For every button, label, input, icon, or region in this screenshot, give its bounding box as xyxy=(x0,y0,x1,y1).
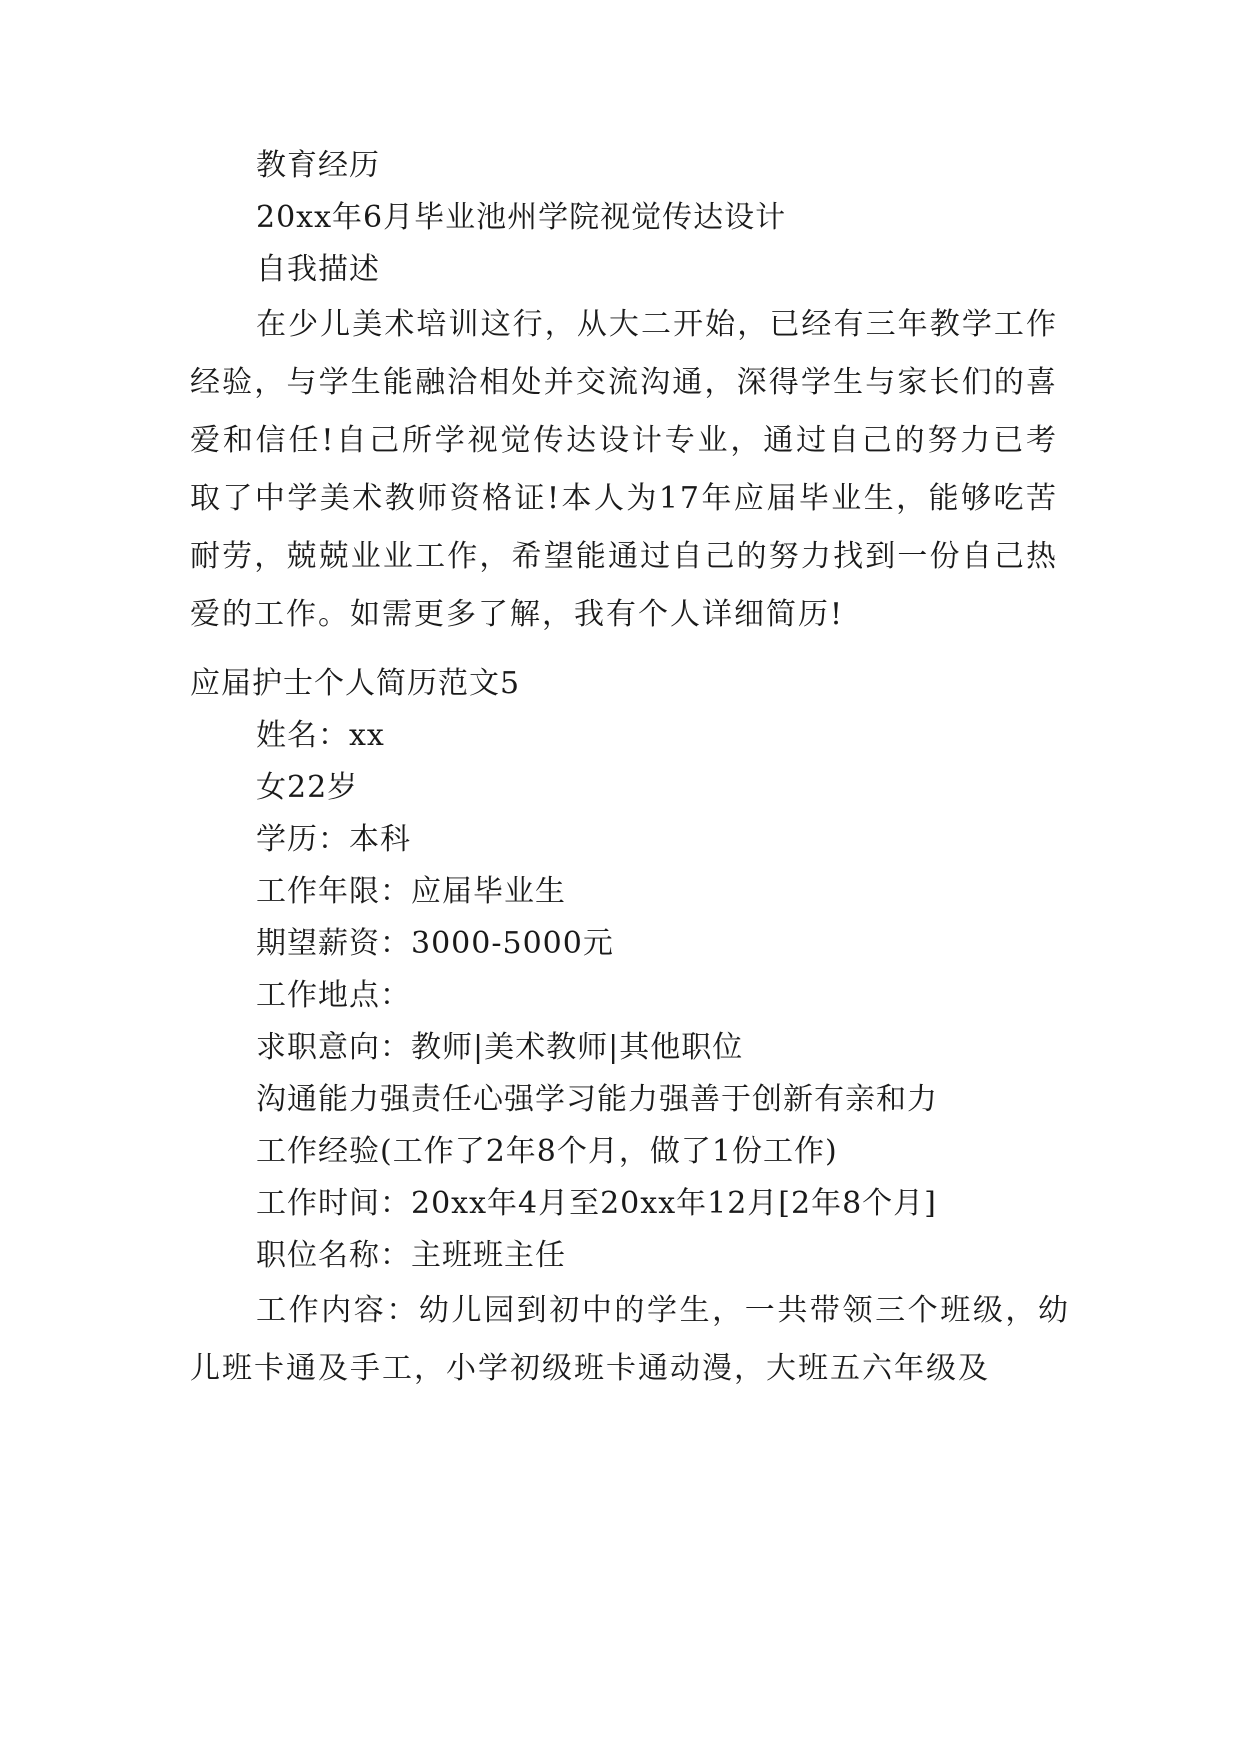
strengths-line: 沟通能力强责任心强学习能力强善于创新有亲和力 xyxy=(256,1082,938,1117)
job-intention-line: 求职意向：教师|美术教师|其他职位 xyxy=(256,1030,744,1065)
work-years-line: 工作年限：应届毕业生 xyxy=(256,874,566,909)
education-level-line: 学历：本科 xyxy=(256,822,411,857)
self-description-paragraph: 在少儿美术培训这行，从大二开始，已经有三年教学工作经验，与学生能融洽相处并交流沟通，深得学生与家长们的喜爱和信任!自己所学视觉传达设计专业，通过自己的努力已考取了中学美术教师资格证!本人为17年应届毕业生，能够吃苦耐劳，兢兢业业工作，希望能通过自己的努力找到一份自己热爱的工作。如需更多了解，我有个人详细简历! xyxy=(190,307,1058,632)
self-description-heading: 自我描述 xyxy=(256,252,380,287)
education-line: 20xx年6月毕业池州学院视觉传达设计 xyxy=(256,200,787,235)
education-heading: 教育经历 xyxy=(256,148,380,183)
work-content-paragraph: 工作内容：幼儿园到初中的学生，一共带领三个班级，幼儿班卡通及手工，小学初级班卡通动漫，大班五六年级及 xyxy=(190,1293,1070,1386)
gender-age-line: 女22岁 xyxy=(256,770,359,805)
name-line: 姓名：xx xyxy=(256,718,385,753)
expected-salary-line: 期望薪资：3000-5000元 xyxy=(256,926,614,961)
work-experience-line: 工作经验(工作了2年8个月，做了1份工作) xyxy=(256,1134,838,1169)
work-time-line: 工作时间：20xx年4月至20xx年12月[2年8个月] xyxy=(256,1186,937,1221)
position-title-line: 职位名称：主班班主任 xyxy=(256,1238,566,1273)
section-title: 应届护士个人简历范文5 xyxy=(190,666,521,701)
work-location-line: 工作地点： xyxy=(256,978,411,1013)
